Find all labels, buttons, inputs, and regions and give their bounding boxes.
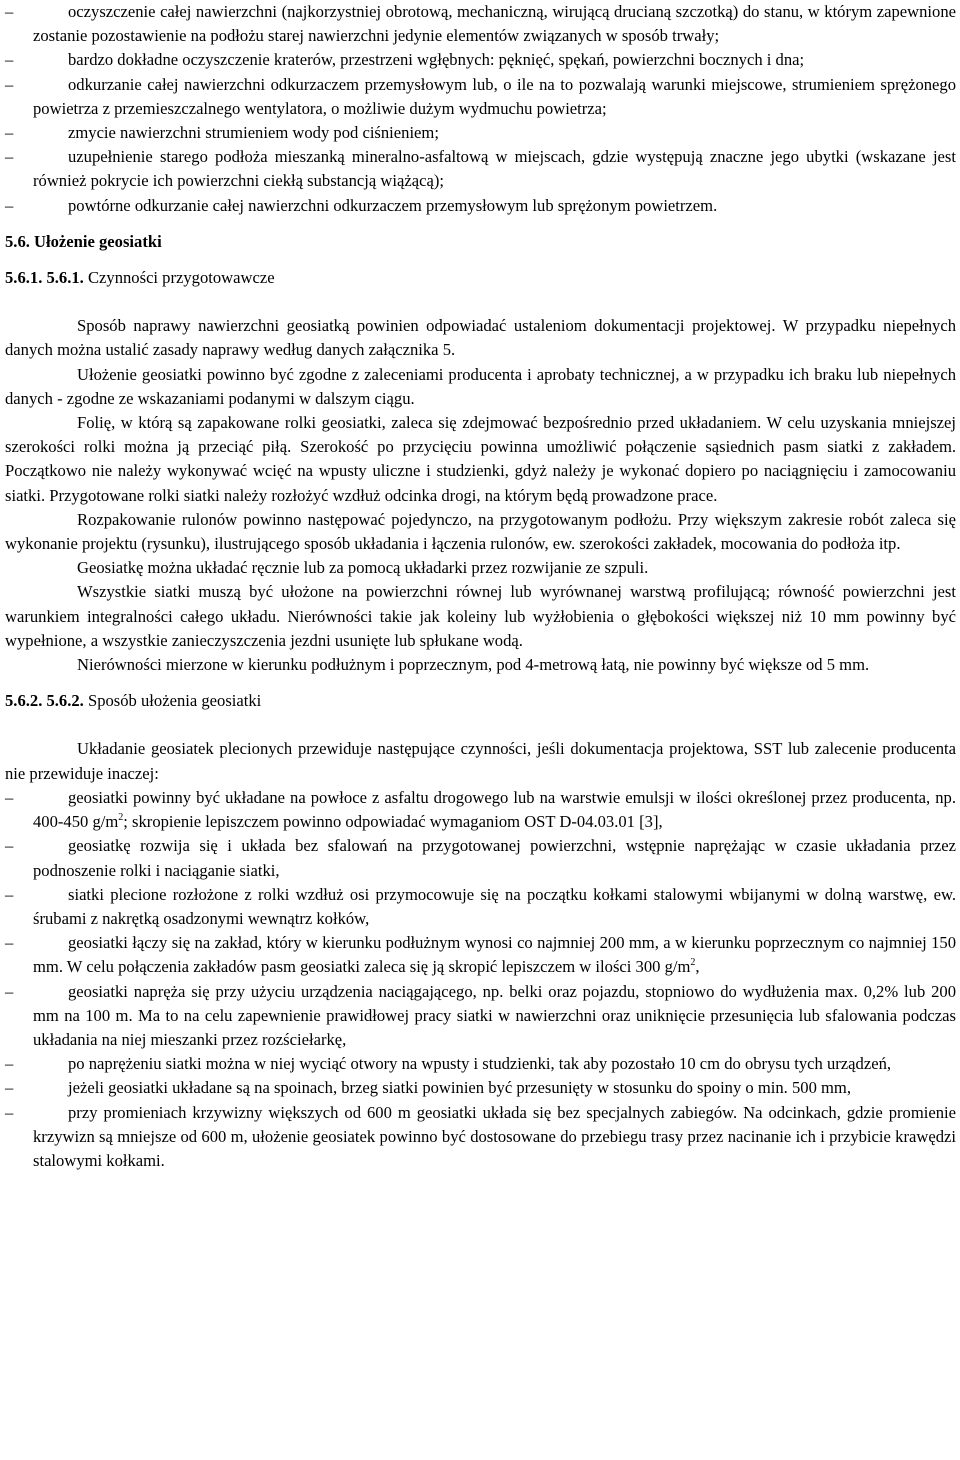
list-item — [5, 73, 956, 121]
list-item — [5, 883, 956, 931]
list-item-text: odkurzanie całej nawierzchni odkurzaczem przemysłowym lub, o ile na to pozwalają warunki miejscowe, strumieniem sprężonego powietrza z przemieszczalnego wentylatora, o możliwie dużym wydmuchu powietrza; — [33, 74, 956, 118]
paragraph: Sposób naprawy nawierzchni geosiatką powinien odpowiadać ustaleniom dokumentacji projektowej. W przypadku niepełnych danych można ustalić zasady naprawy według danych załącznika 5. — [5, 316, 956, 360]
section-heading: 5.6. Ułożenie geosiatki — [5, 231, 162, 251]
list-item-text: siatki plecione rozłożone z rolki wzdłuż osi przymocowuje się na początku kołkami stalowymi wbijanymi w dolną warstwę, ew. śrubami z nakrętką osadzonymi wewnątrz kołków, — [33, 884, 956, 928]
list-item — [5, 980, 956, 1053]
subsection-title: Sposób ułożenia geosiatki — [87, 691, 262, 711]
list-item-text: powtórne odkurzanie całej nawierzchni odkurzaczem przemysłowym lub sprężonym powietrzem. — [68, 195, 718, 215]
list-item — [5, 1052, 956, 1076]
list-item-text-part: geosiatki powinny być układane na powłoce z asfaltu drogowego lub na warstwie emulsji w ilości określonej przez producenta, np. 400-450 g/m — [33, 787, 956, 832]
list-item — [5, 1076, 956, 1100]
list-item-text — [33, 933, 956, 976]
list-item — [5, 145, 956, 193]
paragraph: Nierówności mierzone w kierunku podłużnym i poprzecznym, pod 4-metrową łatą, nie powinny być większe od 5 mm. — [77, 655, 870, 675]
subsection-heading-2 — [5, 689, 956, 713]
list-item-text: po naprężeniu siatki można w niej wyciąć otwory na wpusty i studzienki, tak aby pozostało 10 cm do obrysu tych urządzeń, — [68, 1054, 892, 1074]
list-item-text: oczyszczenie całej nawierzchni (najkorzystniej obrotową, mechaniczną, wirującą drucianą szczotką) do stanu, w którym zapewnione zostanie pozostawienie na podłożu starej nawierzchni jedynie elementów związanych w sposób trwały; — [33, 2, 956, 46]
list-item — [5, 834, 956, 882]
subsection-number: 5.6.2. 5.6.2. — [5, 691, 84, 711]
list-item-text: jeżeli geosiatki układane są na spoinach, brzeg siatki powinien być przesunięty w stosunku do spoiny o min. 500 mm, — [68, 1078, 851, 1098]
paragraph: Geosiatkę można układać ręcznie lub za pomocą układarki przez rozwijanie ze szpuli. — [77, 558, 649, 578]
list-item-text: uzupełnienie starego podłoża mieszanką mineralno-asfaltową w miejscach, gdzie występują znaczne jego ubytki (wskazane jest również pokrycie ich powierzchni ciekłą substancją wiążącą); — [33, 147, 956, 191]
list-item — [5, 0, 956, 48]
paragraph: Ułożenie geosiatki powinno być zgodne z zaleceniami producenta i aprobaty technicznej, a w przypadku ich braku lub niepełnych danych - zgodne ze wskazaniami podanymi w dalszym ciągu. — [5, 364, 956, 408]
list-item — [5, 1101, 956, 1174]
list-item — [5, 786, 956, 834]
list-item — [5, 121, 956, 145]
paragraph: Wszystkie siatki muszą być ułożone na powierzchni równej lub wyrównanej warstwą profilującą; równość powierzchni jest warunkiem integralności całego układu. Nierówności takie jak koleiny lub wyżłobienia o głębokości większej niż 10 mm powinny być wypełnione, a wszystkie zanieczyszczenia jezdni usunięte lub spłukane wodą. — [5, 582, 956, 650]
subsection-heading-1 — [5, 266, 956, 290]
list-item — [5, 194, 956, 218]
list-item — [5, 931, 956, 979]
list-item — [5, 48, 956, 72]
subsection-number: 5.6.1. 5.6.1. — [5, 268, 84, 288]
list-item-text: geosiatki napręża się przy użyciu urządzenia naciągającego, np. belki oraz pojazdu, stopniowo do wydłużenia max. 0,2% lub 200 mm na 100 m. Ma to na celu zapewnienie prawidłowej pracy siatki w nawierzchni oraz uniknięcie przesunięcia lub sfalowania podczas układania na niej mieszanki przez rozściełarkę, — [33, 981, 956, 1049]
subsection-title: Czynności przygotowawcze — [87, 268, 275, 288]
paragraph: Układanie geosiatek plecionych przewiduje następujące czynności, jeśli dokumentacja projektowa, SST lub zalecenie producenta nie przewiduje inaczej: — [5, 739, 956, 783]
superscript: 2 — [118, 811, 124, 823]
list-item-text: bardzo dokładne oczyszczenie kraterów, przestrzeni wgłębnych: pęknięć, spękań, powierzchni bocznych i dna; — [68, 50, 805, 70]
list-item-text-part: , — [695, 957, 700, 977]
list-item-text — [33, 788, 956, 831]
list-item-text-part: ; skropienie lepiszczem powinno odpowiadać wymaganiom OST D-04.03.01 [3], — [123, 812, 663, 832]
list-item-text-part: geosiatki łączy się na zakład, który w kierunku podłużnym wynosi co najmniej 200 mm, a w kierunku poprzecznym co najmniej 150 mm. W celu połączenia zakładów pasm geosiatki zaleca się ją skropić lepiszczem w ilości 300 g/m — [33, 933, 956, 977]
paragraph: Rozpakowanie rulonów powinno następować pojedynczo, na przygotowanym podłożu. Przy większym zakresie robót zaleca się wykonanie projektu (rysunku), ilustrującego sposób układania i łączenia rulonów, ew. szerokości zakładek, mocowania do podłoża itp. — [5, 509, 956, 554]
list-item-text: przy promieniach krzywizny większych od 600 m geosiatki układa się bez specjalnych zabiegów. Na odcinkach, gdzie promienie krzywizn są mniejsze od 600 m, ułożenie geosiatek powinno być dostosowane do przebiegu trasy przez nacinanie ich i przybicie krawędzi stalowymi kołkami. — [33, 1102, 956, 1170]
list-item-text: geosiatkę rozwija się i układa bez sfalowań na przygotowanej powierzchni, wstępnie naprężając w czasie układania przez podnoszenie rolki i naciąganie siatki, — [33, 836, 956, 880]
list-item-text: zmycie nawierzchni strumieniem wody pod ciśnieniem; — [68, 123, 439, 143]
superscript: 2 — [690, 956, 696, 968]
paragraph: Folię, w którą są zapakowane rolki geosiatki, zaleca się zdejmować bezpośrednio przed układaniem. W celu uzyskania mniejszej szerokości rolki można ją przeciąć piłą. Szerokość po przycięciu powinna umożliwić połączenie sąsiednich pasm siatki z zakładem. Początkowo nie należy wykonywać wcięć na wpusty uliczne i studzienki, gdyż należy je wykonać dopiero po naciągnięciu i zamocowaniu siatki. Przygotowane rolki siatki należy rozłożyć wzdłuż odcinka drogi, na którym będą prowadzone prace. — [5, 413, 956, 505]
